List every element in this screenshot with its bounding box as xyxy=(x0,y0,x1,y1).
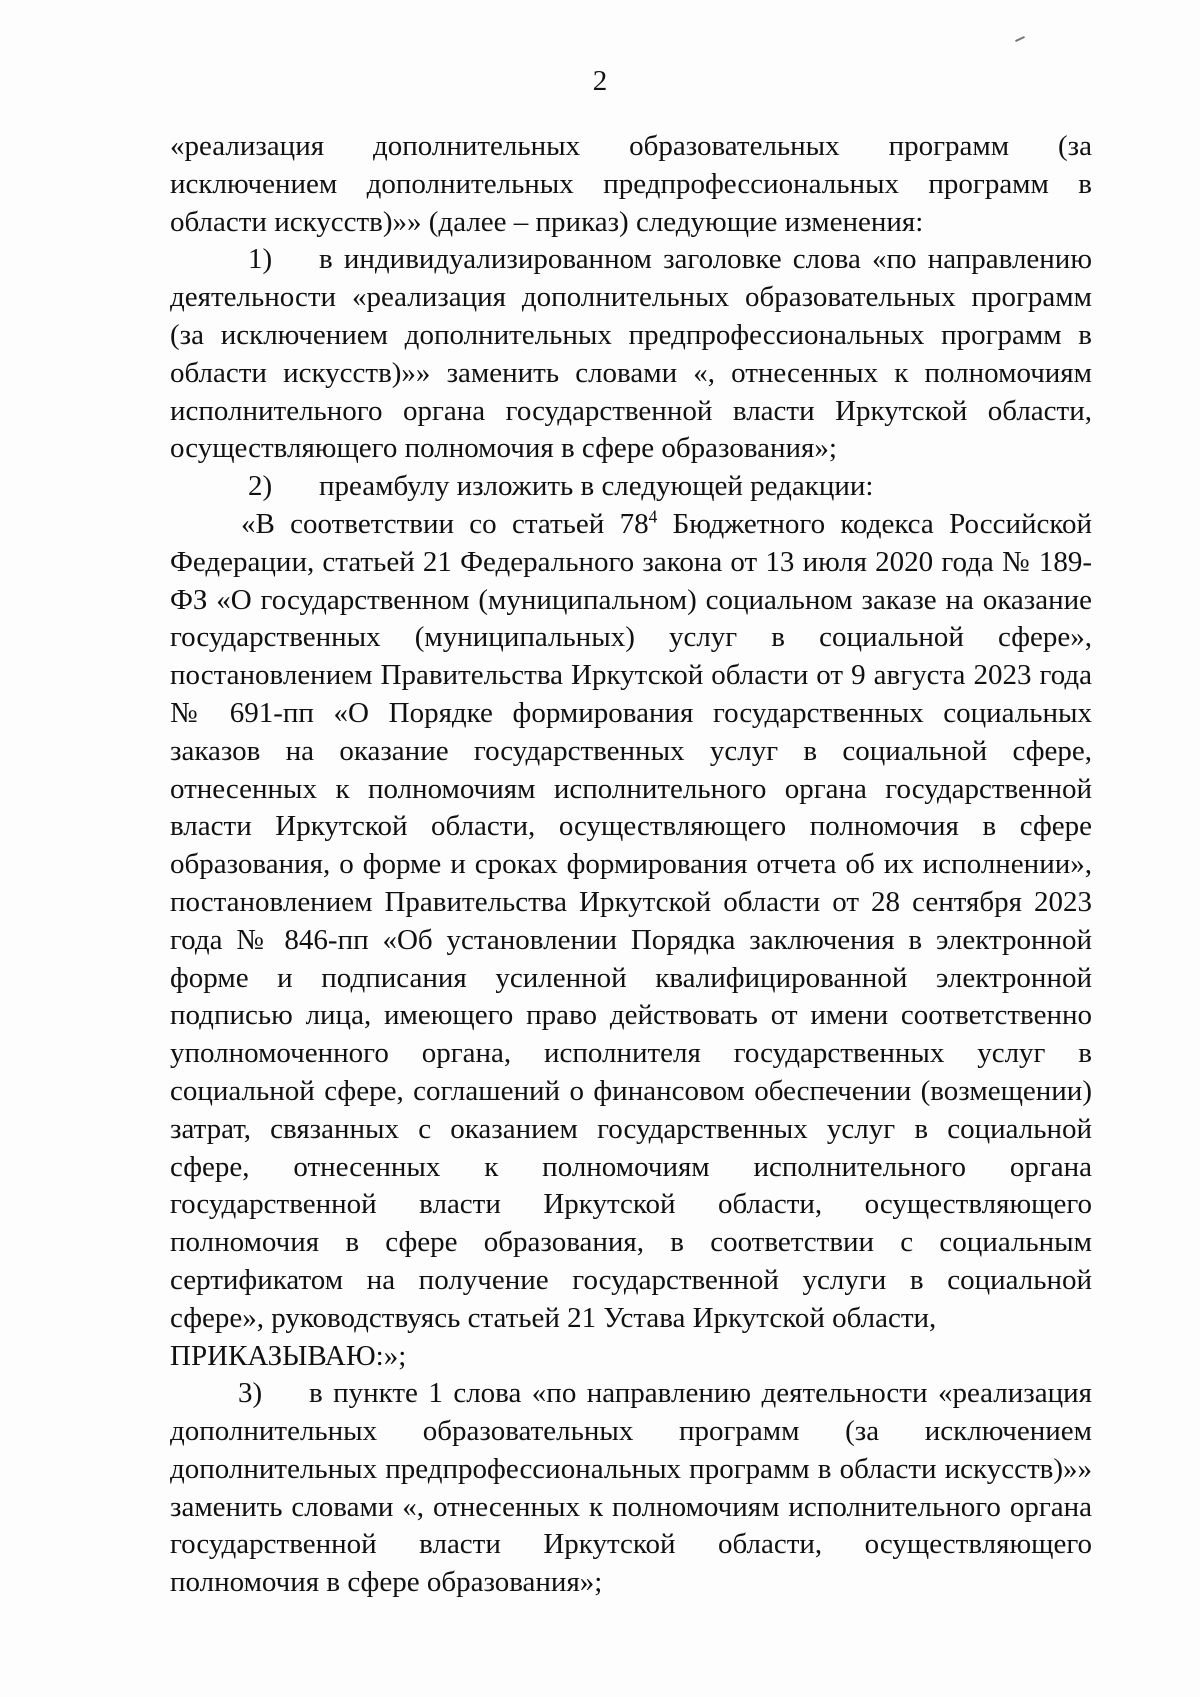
document-body xyxy=(170,128,1092,1602)
scan-speck xyxy=(1015,36,1025,42)
amendment-item-2 xyxy=(170,468,1092,506)
amendment-item-1 xyxy=(170,241,1092,468)
article-superscript: 4 xyxy=(648,506,658,527)
preamble-text-rest: Бюджетного кодекса Российской Федерации, статьей 21 Федерального закона от 13 июля 2020 года № 189-ФЗ «О государственном (муниципальном) социальном заказе на оказание государственных (муниципальных) услуг в социальной сфере», постановлением Правительства Иркутской области от 9 августа 2023 года № 691-пп «О Порядке формирования государственных социальных заказов на оказание государственных услуг в социальной сфере, отнесенных к полномочиям исполнительного органа государственной власти Иркутской области, осуществляющего полномочия в сфере образования, о форме и сроках формирования отчета об их исполнении», постановлением Правительства Иркутской области от 28 сентября 2023 года № 846-пп «Об установлении Порядка заключения в электронной форме и подписания усиленной квалифицированной электронной подписью лица, имеющего право действовать от имени соответственно уполномоченного органа, исполнителя государственных услуг в социальной сфере, соглашений о финансовом обеспечении (возмещении) затрат, связанных с оказанием государственных услуг в социальной сфере, отнесенных к полномочиям исполнительного органа государственной власти Иркутской области, осуществляющего полномочия в сфере образования, в соответствии с социальным сертификатом на получение государственной услуги в социальной сфере», руководствуясь статьей 21 Устава Иркутской области, xyxy=(170,507,1093,1334)
intro-paragraph: «реализация дополнительных образовательных программ (за исключением дополнительных предпрофессиональных программ в области искусств)»» (далее – приказ) следующие изменения: xyxy=(170,130,1092,238)
preamble-text-start: «В соответствии со статьей 78 xyxy=(241,507,649,540)
page-number: 2 xyxy=(592,65,608,97)
preamble-paragraph xyxy=(170,506,1092,1338)
amendment-item-3 xyxy=(170,1375,1092,1602)
item-text: в индивидуализированном заголовке слова «по направлению деятельности «реализация дополнительных образовательных программ (за исключением дополнительных предпрофессиональных программ в области искусств)»» заменить словами «, отнесенных к полномочиям исполнительного органа государственной власти Иркутской области, осуществляющего полномочия в сфере образования»; xyxy=(170,243,1092,465)
item-number: 1) xyxy=(248,243,273,276)
order-word: ПРИКАЗЫВАЮ:»; xyxy=(170,1339,407,1372)
item-number: 2) xyxy=(248,470,273,503)
item-text: в пункте 1 слова «по направлению деятельности «реализация дополнительных образовательных программ (за исключением дополнительных предпрофессиональных программ в области искусств)»» заменить словами «, отнесенных к полномочиям исполнительного органа государственной власти Иркутской области, осуществляющего полномочия в сфере образования»; xyxy=(170,1377,1092,1599)
item-number: 3) xyxy=(238,1377,263,1410)
item-text: преамбулу изложить в следующей редакции: xyxy=(319,470,874,503)
